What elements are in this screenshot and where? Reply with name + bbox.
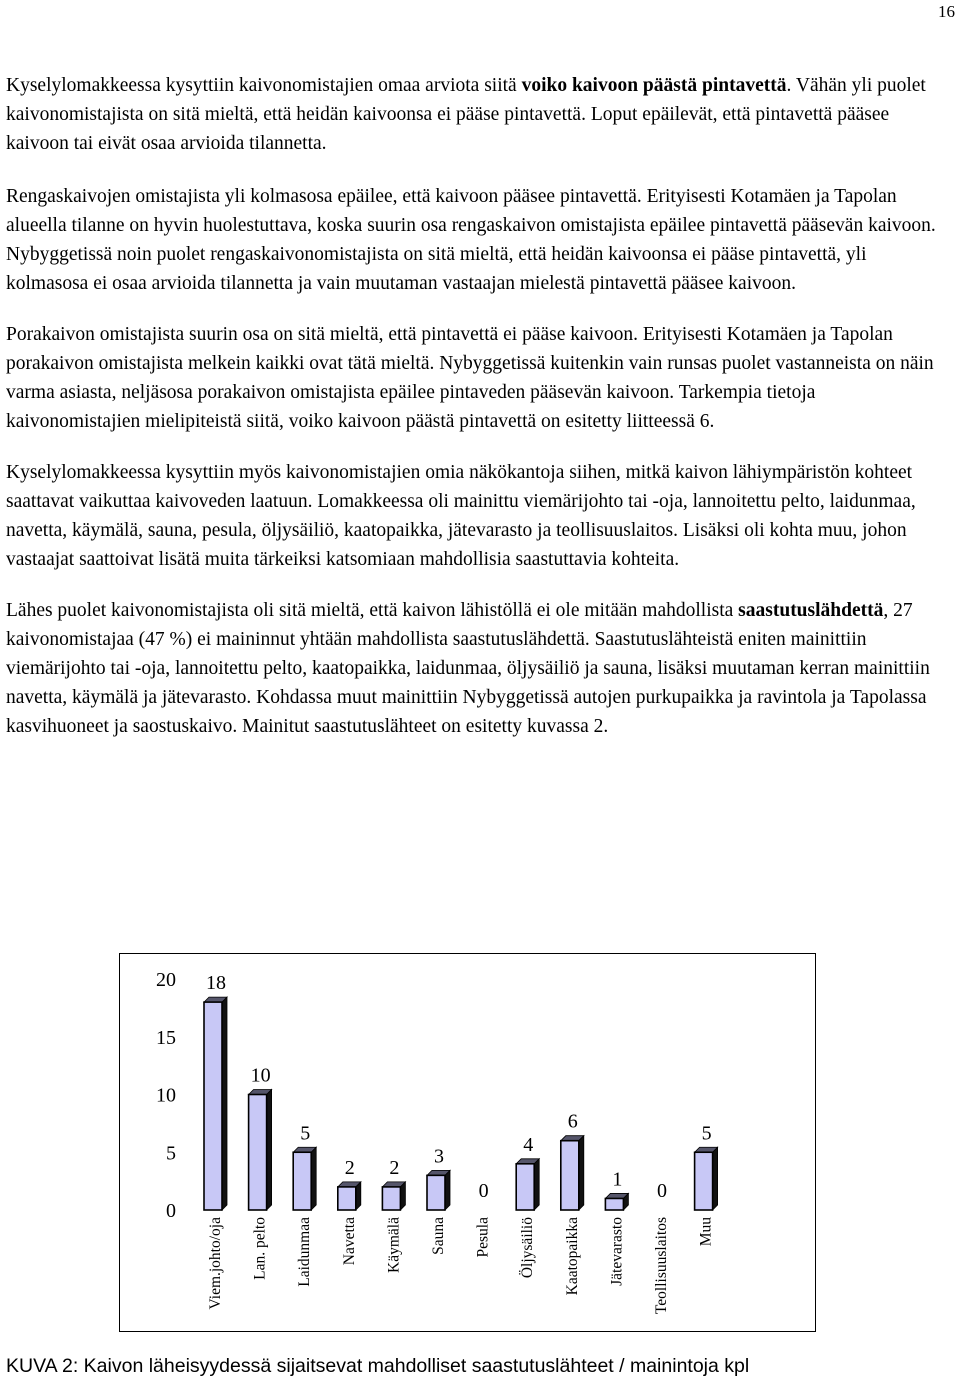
- bar-11: [695, 1152, 713, 1210]
- x-tick-label: Teollisuuslaitos: [653, 1217, 670, 1315]
- paragraph-1-text-a: Kyselylomakkeessa kysyttiin kaivonomistajien omaa arviota siitä: [6, 75, 522, 96]
- paragraph-5: [6, 596, 952, 741]
- data-label: 6: [567, 1110, 578, 1133]
- paragraph-5-bold: saastutuslähdettä: [738, 600, 884, 621]
- data-label: 0: [657, 1180, 667, 1202]
- bar-8: [561, 1141, 579, 1210]
- y-tick-label: 15: [156, 1026, 176, 1049]
- chart-frame: [119, 953, 816, 1332]
- bar-7: [516, 1164, 534, 1210]
- paragraph-3: Porakaivon omistajista suurin osa on sitä mieltä, että pintavettä ei pääse kaivoon. Erityisesti Kotamäen ja Tapolan porakaivon omistajista melkein kaikki ovat tätä mieltä. Nybyggetissä kuitenkin vain runsas puolet vastanneista on näin varma asiasta, neljäsosa porakaivon omistajista epäilee pintaveden pääsevän kaivoon. Tarkempia tietoja kaivonomistajien mielipiteistä siitä, voiko kaivoon päästä pintavettä on esitetty liitteessä 6.: [6, 324, 934, 432]
- paragraph-5-text-a: Lähes puolet kaivonomistajista oli sitä mieltä, että kaivon lähistöllä ei ole mitään mahdollista: [6, 600, 739, 621]
- paragraph-1-text-c: . Vähän yli puolet kaivonomistajista on sitä mieltä, että heidän kaivoonsa ei pääse pintavettä. Loput epäilevät, että pintavettä pääsee kaivoon tai eivät osaa arvioida tilannetta.: [6, 75, 926, 154]
- x-tick-label: Viem.johto/oja: [207, 1217, 224, 1310]
- data-label: 4: [523, 1133, 534, 1156]
- x-tick-label: Navetta: [340, 1217, 358, 1266]
- paragraph-5-text-c: , 27 kaivonomistajaa (47 %) ei maininnut yhtään mahdollista saastutuslähdettä. Saastutuslähteistä eniten mainittiin viemärijohto tai -oja, lannoitettu pelto, kaatopaikka, laidunmaa, öljysäiliö ja sauna, lisäksi muutaman kerran mainittiin navetta, käymälä ja jätevarasto. Kohdassa muut mainittiin Nybyggetissä autojen purkupaikka ja ravintola ja Tapolassa kasvihuoneet ja saostuskaivo. Mainitut saastutuslähteet on esitetty kuvassa 2.: [6, 600, 930, 737]
- bar-0: [204, 1002, 222, 1210]
- y-tick-label: 5: [166, 1142, 176, 1165]
- body-text: [6, 71, 952, 763]
- bar-5: [427, 1175, 445, 1210]
- data-label: 10: [250, 1064, 271, 1087]
- x-tick-label: Pesula: [474, 1217, 492, 1258]
- paragraph-2: Rengaskaivojen omistajista yli kolmasosa epäilee, että kaivoon pääsee pintavettä. Erityisesti Kotamäen ja Tapolan alueella tilanne on hyvin huolestuttava, koska suurin osa rengaskaivon omistajista epäilee pintavettä pääsevän kaivoon. Nybyggetissä noin puolet rengaskaivonomistajista on sitä mieltä, että heidän kaivoonsa ei pääse pintavettä, yli kolmasosa ei osaa arvioida tilannetta ja vain muutaman vastaajan mielestä pintavettä pääsee kaivoon.: [6, 186, 936, 294]
- data-label: 0: [478, 1180, 489, 1202]
- bar-9: [605, 1198, 623, 1210]
- data-label: 1: [612, 1168, 623, 1191]
- x-tick-label: Lan. pelto: [251, 1217, 269, 1280]
- y-tick-label: 0: [166, 1200, 176, 1222]
- paragraph-4: Kyselylomakkeessa kysyttiin myös kaivonomistajien omia näkökantoja siihen, mitkä kaivon lähiympäristön kohteet saattavat vaikuttaa kaivoveden laatuun. Lomakkeessa oli mainittu viemärijohto tai -oja, lannoitettu pelto, laidunmaa, navetta, käymälä, sauna, pesula, öljysäiliö, kaatopaikka, jätevarasto ja teollisuuslaitos. Lisäksi oli kohta muu, johon vastaajat saattoivat lisätä muita tärkeiksi katsomiaan mahdollisia saastuttavia kohteita.: [6, 462, 916, 570]
- x-tick-label: Sauna: [430, 1217, 447, 1255]
- figure-caption: KUVA 2: Kaivon läheisyydessä sijaitsevat mahdolliset saastutuslähteet / mainintoja kpl: [6, 1355, 750, 1377]
- data-label: 3: [434, 1145, 444, 1168]
- data-label: 18: [206, 972, 226, 995]
- data-label: 2: [344, 1156, 355, 1179]
- x-tick-label: Kaatopaikka: [563, 1217, 581, 1296]
- y-tick-label: 10: [156, 1084, 176, 1107]
- page-number: 16: [938, 2, 955, 21]
- bar-1: [249, 1095, 267, 1211]
- paragraph-1-bold: voiko kaivoon päästä pintavettä: [521, 75, 787, 96]
- x-tick-label: Laidunmaa: [296, 1217, 314, 1287]
- x-tick-label: Jätevarasto: [608, 1217, 626, 1286]
- bar-chart: [120, 954, 817, 1333]
- bar-3: [338, 1187, 356, 1210]
- data-label: 5: [701, 1122, 712, 1145]
- y-tick-label: 20: [156, 969, 176, 991]
- paragraph-1: [6, 71, 952, 158]
- data-label: 5: [300, 1122, 311, 1145]
- x-tick-label: Käymälä: [385, 1217, 403, 1273]
- data-label: 2: [389, 1156, 400, 1179]
- x-tick-label: Muu: [697, 1217, 715, 1247]
- bar-4: [382, 1187, 400, 1210]
- x-tick-label: Öljysäiliö: [519, 1217, 537, 1279]
- bar-2: [293, 1152, 311, 1210]
